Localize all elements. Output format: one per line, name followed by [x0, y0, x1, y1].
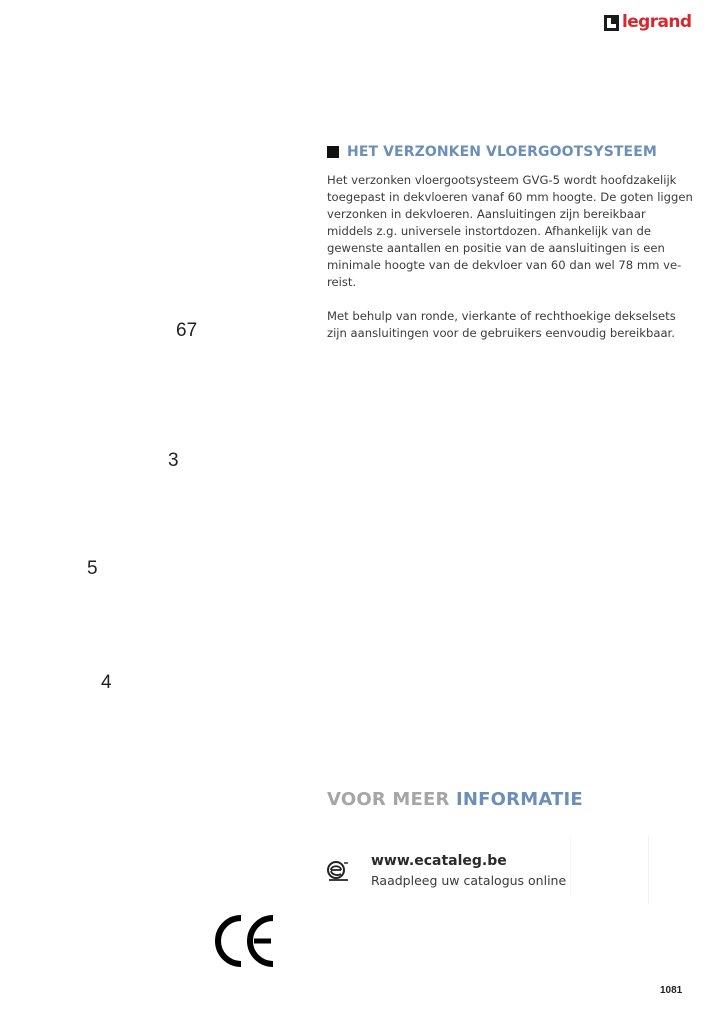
- faint-divider: [648, 836, 649, 904]
- square-bullet-icon: [327, 146, 339, 158]
- faint-divider: [570, 836, 571, 896]
- more-info-heading: [327, 789, 583, 810]
- logo-text: legrand: [622, 12, 692, 32]
- ecataleg-link[interactable]: www.ecataleg.be: [371, 853, 507, 869]
- legrand-logo: [604, 14, 691, 31]
- ce-mark-icon: [214, 912, 276, 970]
- description-paragraph-1: Het verzonken vloergootsysteem GVG-5 wordt hoofdzakelijk toegepast in dekvloeren vanaf 60 mm hoogte. De goten liggen verzonken in dekvloeren. Aansluitingen zijn bereikbaar middels z.g. universele instortdozen. Afhankelijk van de gewenste aantallen en positie van de aansluitingen is een minimale hoogte van de dekvloer van 60 dan wel 78 mm ve-reist.: [327, 173, 693, 289]
- ecataleg-subtitle: Raadpleeg uw catalogus online: [371, 873, 567, 888]
- section-heading: [327, 144, 657, 160]
- callout-number: 5: [87, 558, 98, 579]
- more-info-heading-part2: INFORMATIE: [455, 789, 583, 810]
- legrand-logo-icon: [604, 15, 619, 31]
- ecatalog-icon: [326, 858, 350, 884]
- section-title: HET VERZONKEN VLOERGOOTSYSTEEM: [347, 144, 657, 160]
- callout-number: 4: [101, 672, 112, 693]
- callout-number: 3: [168, 450, 179, 471]
- more-info-heading-part1: VOOR MEER: [327, 789, 450, 810]
- callout-number: 67: [176, 320, 198, 341]
- description-paragraph-2: Met behulp van ronde, vierkante of rechthoekige dekselsets zijn aansluitingen voor de gebruikers eenvoudig bereikbaar.: [327, 309, 676, 340]
- page-number: 1081: [660, 985, 683, 996]
